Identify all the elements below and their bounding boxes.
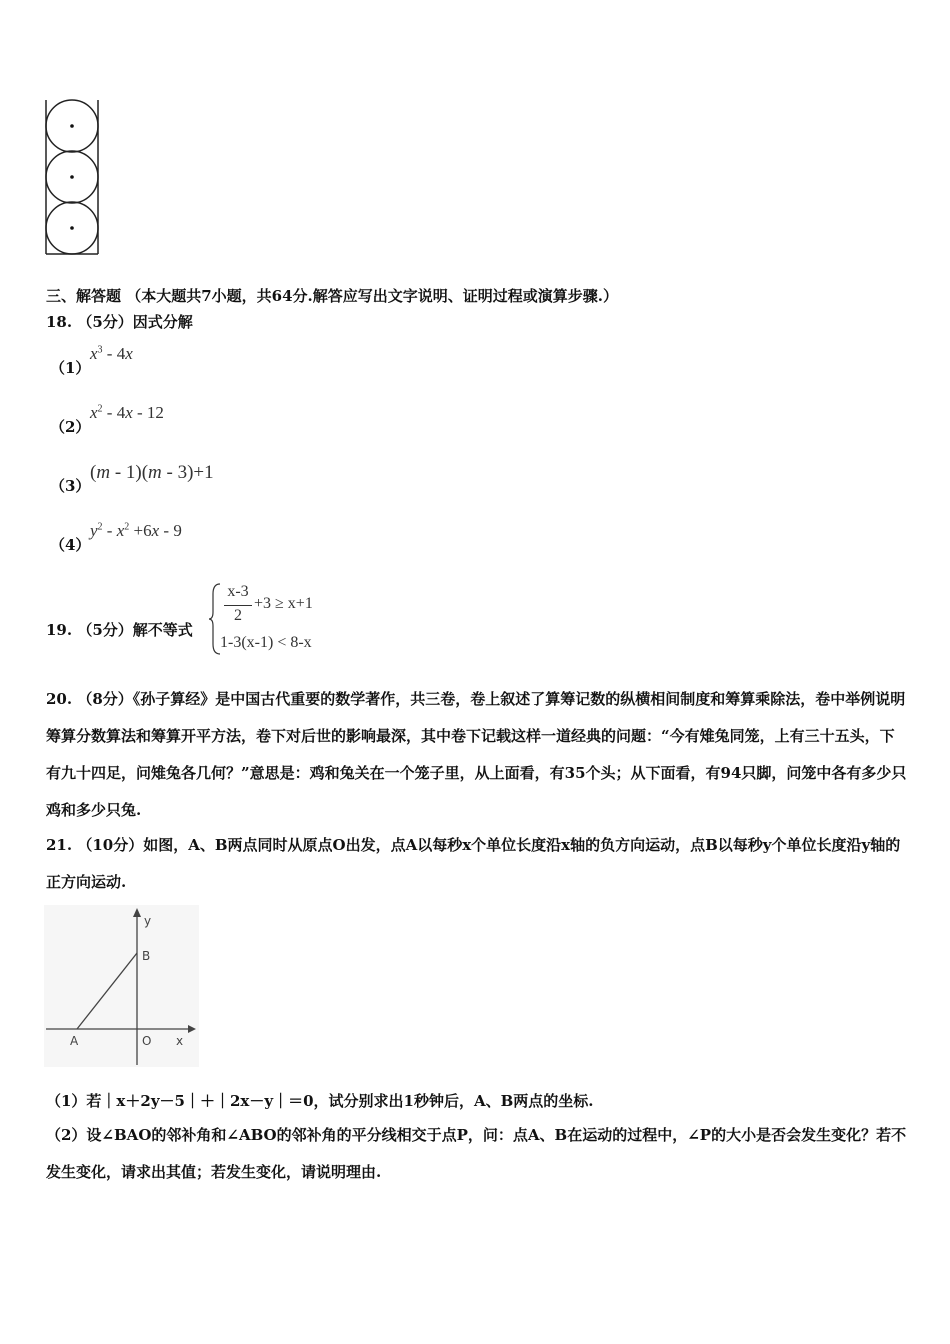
- q18-item4-label: （4）: [50, 536, 91, 554]
- coordinate-figure: [44, 905, 199, 1067]
- q19-ineq1-rest: +3 ≥ x+1: [254, 595, 313, 612]
- label-b: B: [142, 949, 151, 963]
- q18-item1-expr: $x^3 - 4x$: [90, 344, 133, 363]
- stacked-circles-figure: [42, 98, 102, 258]
- q20-text: 20. （8分）《孙子算经》是中国古代重要的数学著作，共三卷，卷上叙述了算筹记数的纵横相间制度和筹算乘除法，卷中举例说明筹算分数算法和筹算开平方法，卷下对后世的影响最深，其中卷下记载这样一道经典的问题：“今有雉兔同笼，上有三十五头，下有九十四足，问雉兔各几何？”意思是：鸡和兔关在一个笼子里，从上面看，有35个头；从下面看，有94只脚，问笼中各有多少只鸡和多少只兔.: [46, 690, 907, 819]
- label-o: O: [142, 1034, 152, 1048]
- q19-ineq2: 1-3(x-1) < 8-x: [220, 634, 312, 651]
- q18-item1-label: （1）: [50, 359, 91, 377]
- q18-item3-label: （3）: [50, 477, 91, 495]
- q19-frac-bar: [224, 605, 252, 606]
- q21-part2: （2）设∠BAO的邻补角和∠ABO的邻补角的平分线相交于点P，问：点A、B在运动的过程中，∠P的大小是否会发生变化？若不发生变化，请求出其值；若发生变化，请说明理由.: [46, 1126, 907, 1181]
- q18-item2-expr: $x^2 - 4x - 12$: [90, 403, 164, 422]
- label-x: x: [176, 1034, 184, 1048]
- q21-part1: （1）若｜x＋2y－5｜＋｜2x－y｜＝0，试分别求出1秒钟后，A、B两点的坐标.: [46, 1092, 594, 1110]
- label-y: y: [144, 914, 152, 928]
- q19-frac-num: x-3: [227, 583, 249, 600]
- q19-title: 19. （5分）解不等式: [46, 621, 193, 639]
- q19-frac-den: 2: [234, 607, 242, 624]
- q18-item3-expr: (m - 1)(m - 3)+1: [90, 462, 214, 483]
- q18-item4-expr: $y^2 - x^2 +6x - 9$: [90, 521, 182, 540]
- q18-item2-label: （2）: [50, 418, 91, 436]
- label-a: A: [70, 1034, 79, 1048]
- section-heading: 三、解答题 （本大题共7小题，共64分.解答应写出文字说明、证明过程或演算步骤.）: [46, 287, 618, 305]
- q21-text: 21. （10分）如图，A、B两点同时从原点O出发，点A以每秒x个单位长度沿x轴的负方向运动，点B以每秒y个单位长度沿y轴的正方向运动.: [46, 836, 901, 891]
- q18-title: 18. （5分）因式分解: [46, 313, 193, 331]
